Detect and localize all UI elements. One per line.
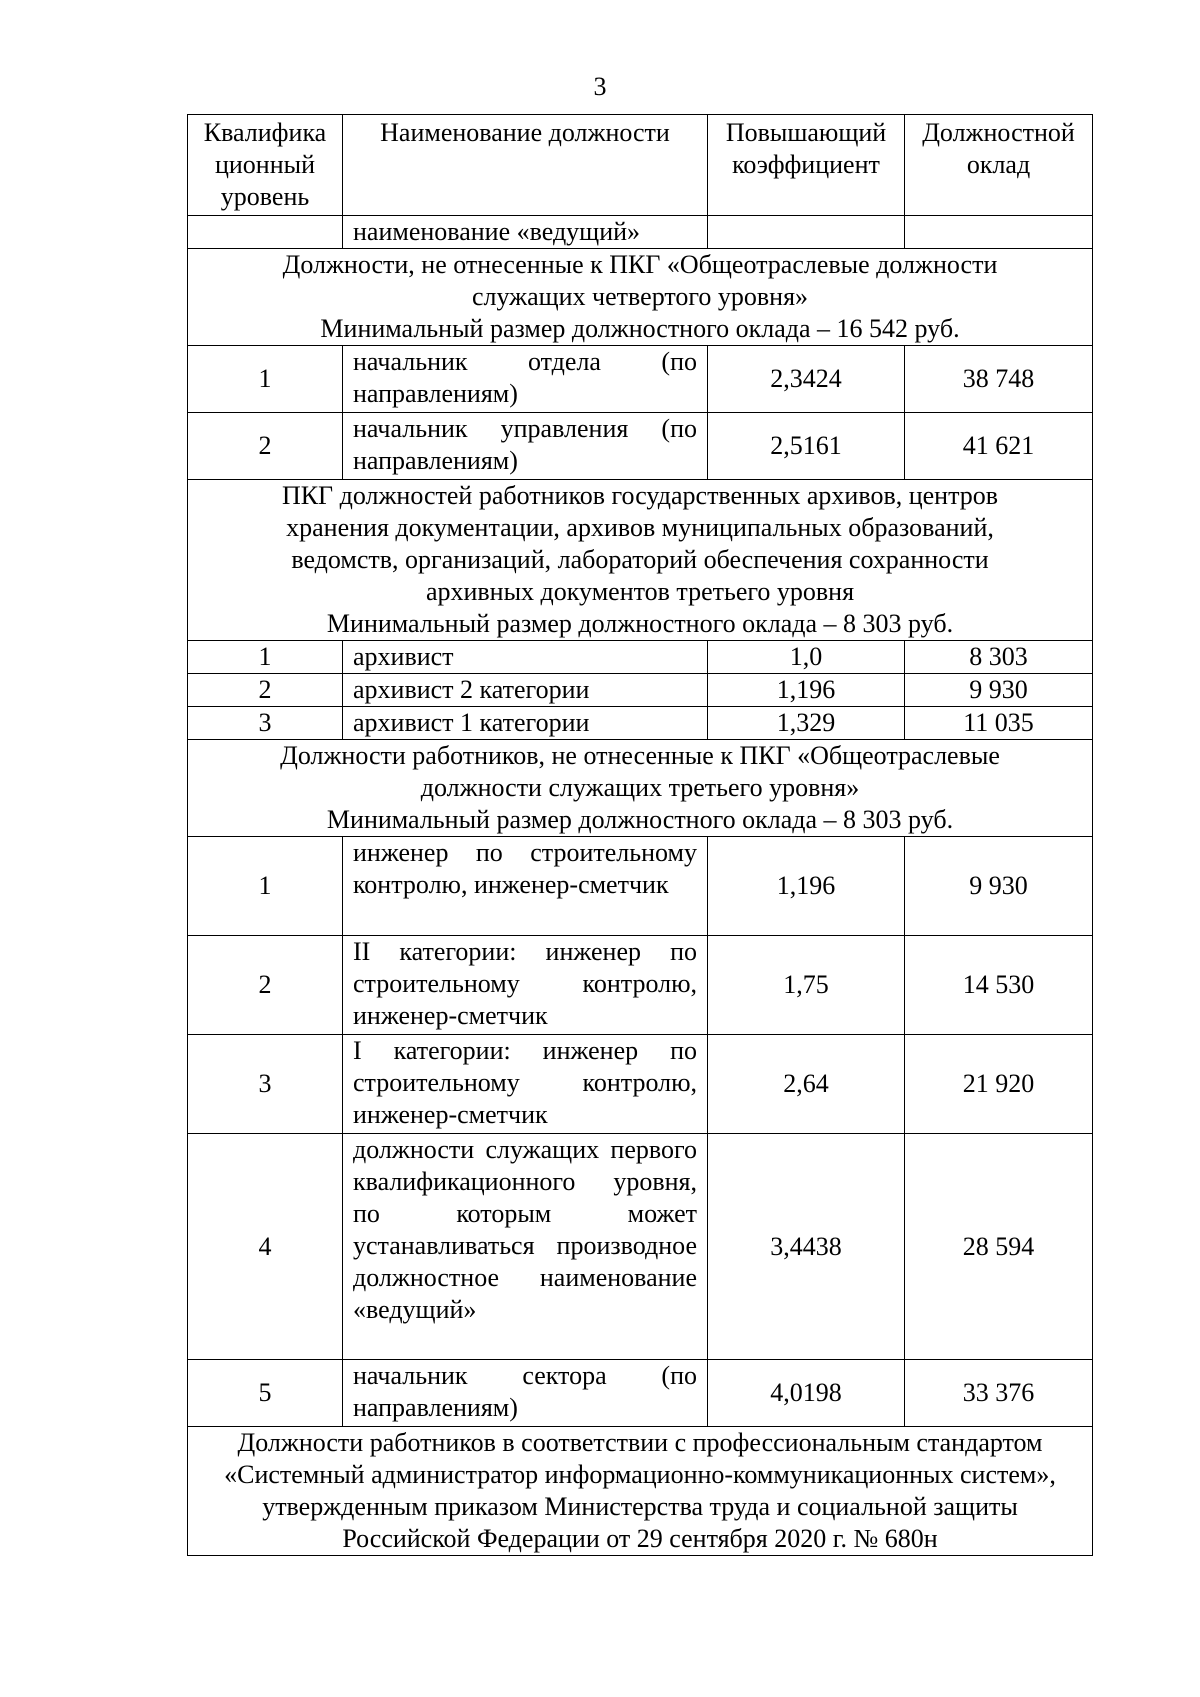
group-heading	[188, 249, 1093, 346]
table-row	[188, 641, 1093, 674]
header-salary: Должностной оклад	[905, 115, 1093, 216]
salary-cell: 14 530	[905, 936, 1093, 1035]
table-row	[188, 1035, 1093, 1134]
salary-cell: 21 920	[905, 1035, 1093, 1134]
level-cell: 1	[188, 641, 343, 674]
level-cell: 4	[188, 1134, 343, 1360]
position-name-cell: начальник отдела (по направлениям)	[343, 346, 708, 413]
coefficient-cell: 1,196	[708, 837, 905, 936]
header-coefficient: Повышающий коэффициент	[708, 115, 905, 216]
salary-cell: 11 035	[905, 707, 1093, 740]
level-cell: 2	[188, 936, 343, 1035]
position-name-cell: I категории: инженер по строительному контролю, инженер-сметчик	[343, 1035, 708, 1134]
position-name-cell: должности служащих первого квалификационного уровня, по которым может устанавливаться производное должностное наименование «ведущий»	[343, 1134, 708, 1360]
group-title: ПКГ должностей работников государственных архивов, центров хранения документации, архивов муниципальных образований, ведомств, организаций, лабораторий обеспечения сохранности архивных документов третьего уровня	[281, 481, 999, 606]
group-heading-row	[188, 1427, 1093, 1556]
coefficient-cell: 1,0	[708, 641, 905, 674]
coefficient-cell: 3,4438	[708, 1134, 905, 1360]
coefficient-cell: 4,0198	[708, 1360, 905, 1427]
level-cell: 5	[188, 1360, 343, 1427]
group-min-salary: Минимальный размер должностного оклада – 8 303 руб.	[326, 609, 954, 638]
position-name-cell: архивист 2 категории	[343, 674, 708, 707]
level-cell: 3	[188, 1035, 343, 1134]
level-cell: 1	[188, 837, 343, 936]
table-row	[188, 674, 1093, 707]
group-heading	[188, 740, 1093, 837]
group-heading	[188, 1427, 1093, 1556]
table-row	[188, 413, 1093, 480]
coefficient-cell: 2,64	[708, 1035, 905, 1134]
coefficient-cell: 1,75	[708, 936, 905, 1035]
coefficient-cell: 1,196	[708, 674, 905, 707]
salary-cell: 8 303	[905, 641, 1093, 674]
header-name: Наименование должности	[343, 115, 708, 216]
salary-cell: 9 930	[905, 837, 1093, 936]
coefficient-cell: 2,3424	[708, 346, 905, 413]
salary-cell: 28 594	[905, 1134, 1093, 1360]
coefficient-cell	[708, 216, 905, 249]
salary-table	[187, 114, 1093, 1556]
salary-cell: 41 621	[905, 413, 1093, 480]
table-row	[188, 346, 1093, 413]
level-cell: 2	[188, 674, 343, 707]
level-cell: 1	[188, 346, 343, 413]
salary-cell: 38 748	[905, 346, 1093, 413]
table-row	[188, 1134, 1093, 1360]
group-heading	[188, 480, 1093, 641]
group-min-salary: Минимальный размер должностного оклада – 16 542 руб.	[320, 314, 960, 343]
salary-cell	[905, 216, 1093, 249]
group-title: Должности работников, не отнесенные к ПКГ «Общеотраслевые должности служащих третьего уровня»	[280, 741, 1000, 802]
table-row	[188, 837, 1093, 936]
table-row	[188, 707, 1093, 740]
level-cell: 3	[188, 707, 343, 740]
position-name-cell: начальник сектора (по направлениям)	[343, 1360, 708, 1427]
group-heading-row	[188, 480, 1093, 641]
coefficient-cell: 2,5161	[708, 413, 905, 480]
salary-cell: 33 376	[905, 1360, 1093, 1427]
table-row	[188, 936, 1093, 1035]
salary-cell: 9 930	[905, 674, 1093, 707]
position-name-cell: архивист 1 категории	[343, 707, 708, 740]
page-number: 3	[593, 72, 607, 101]
position-name-cell: архивист	[343, 641, 708, 674]
position-name-cell: начальник управления (по направлениям)	[343, 413, 708, 480]
position-name-cell: наименование «ведущий»	[343, 216, 708, 249]
level-cell: 2	[188, 413, 343, 480]
group-title: Должности, не отнесенные к ПКГ «Общеотраслевые должности служащих четвертого уровня»	[282, 250, 998, 311]
table-row	[188, 1360, 1093, 1427]
coefficient-cell: 1,329	[708, 707, 905, 740]
table-row	[188, 216, 1093, 249]
position-name-cell: II категории: инженер по строительному контролю, инженер-сметчик	[343, 936, 708, 1035]
level-cell	[188, 216, 343, 249]
table-header-row	[188, 115, 1093, 216]
group-title: Должности работников в соответствии с профессиональным стандартом «Системный администратор информационно-коммуникационных систем», утвержденным приказом Министерства труда и социальной защиты Российской Федерации от 29 сентября 2020 г. № 680н	[224, 1428, 1056, 1553]
header-level: Квалифика ционный уровень	[188, 115, 343, 216]
position-name-cell: инженер по строительному контролю, инженер-сметчик	[343, 837, 708, 936]
group-heading-row	[188, 740, 1093, 837]
group-min-salary: Минимальный размер должностного оклада – 8 303 руб.	[326, 805, 954, 834]
group-heading-row	[188, 249, 1093, 346]
